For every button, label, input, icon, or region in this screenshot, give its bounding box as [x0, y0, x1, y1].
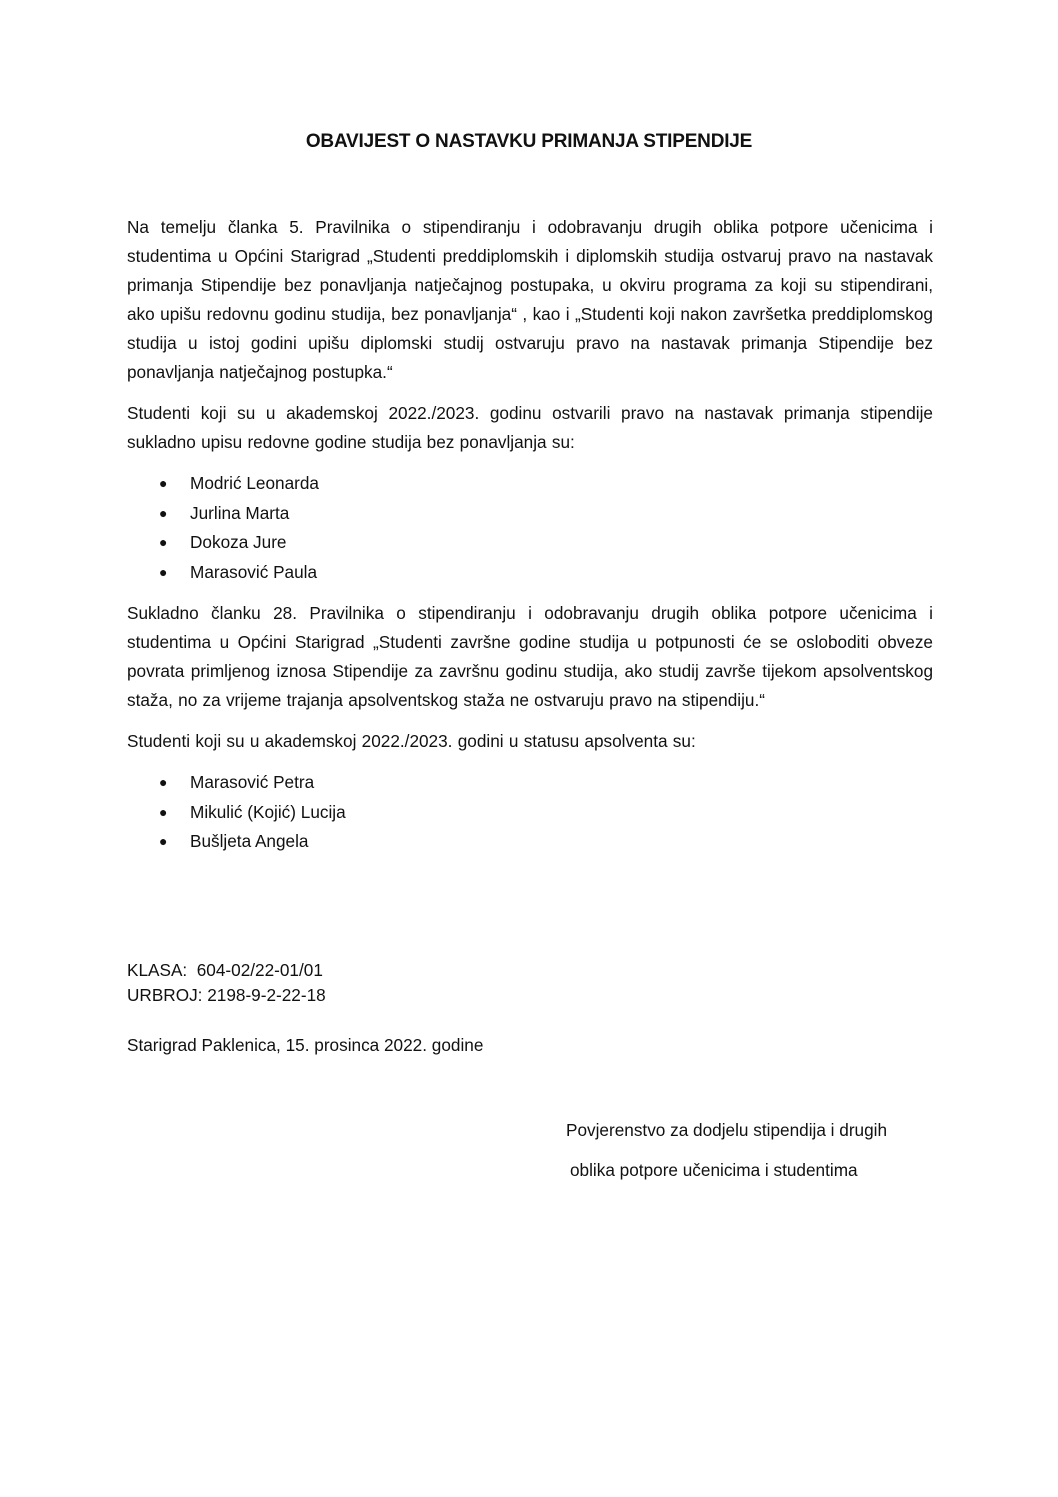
list-item — [127, 558, 933, 588]
student-name: Modrić Leonarda — [190, 473, 319, 493]
list-item — [127, 827, 933, 857]
bullet-icon: ● — [159, 563, 168, 580]
signature-line-1: Povjerenstvo za dodjelu stipendija i drugih — [566, 1120, 888, 1140]
paragraph-legal-basis: Na temelju članka 5. Pravilnika o stipendiranju i odobravanju drugih oblika potpore učenicima i studentima u Općini Starigrad „Studenti preddiplomskih i diplomskih studija ostvaruj pravo na nastavak primanja Stipendije bez ponavljanja natječajnog postupaka, u okviru programa za koji su stipendirani, ako upišu redovnu godinu studija, bez ponavljanja“ , kao i „Studenti koji nakon završetka preddiplomskog studija u istoj godini upišu diplomski studij ostvaruju pravo na nastavak primanja Stipendije bez ponavljanja natječajnog postupka.“ — [127, 217, 933, 382]
continuing-students-list — [127, 469, 933, 587]
student-name: Jurlina Marta — [190, 502, 290, 523]
bullet-icon: ● — [159, 833, 168, 849]
bullet-icon: ● — [159, 534, 168, 550]
urbroj-line: URBROJ: 2198-9-2-22-18 — [127, 985, 326, 1005]
student-name: Dokoza Jure — [190, 532, 287, 552]
reference-numbers — [127, 958, 326, 1008]
list-item — [127, 768, 933, 798]
student-name: Mikulić (Kojić) Lucija — [190, 801, 346, 822]
bullet-icon: ● — [159, 803, 168, 820]
list-item — [127, 798, 933, 828]
place-and-date: Starigrad Paklenica, 15. prosinca 2022. godine — [127, 1035, 484, 1055]
klasa-line: KLASA: 604-02/22-01/01 — [127, 960, 323, 980]
paragraph-final-year-rule: Sukladno članku 28. Pravilnika o stipendiranju i odobravanju drugih oblika potpore učenicima i studentima u Općini Starigrad „Studenti završne godine studija u potpunosti će se osloboditi obveze povrata primljenog iznosa Stipendije za završnu godinu studija, ako studij završe tijekom apsolventskog staža, no za vrijeme trajanja apsolventskog staža ne ostvaruju pravo na stipendiju.“ — [127, 603, 933, 710]
bullet-icon: ● — [159, 774, 168, 790]
bullet-icon: ● — [159, 504, 168, 521]
bullet-icon: ● — [159, 475, 168, 491]
student-name: Bušljeta Angela — [190, 831, 309, 851]
paragraph-absolvent-status: Studenti koji su u akademskoj 2022./2023. godini u statusu apsolventa su: — [127, 731, 696, 751]
paragraph-scholarship-continuation: Studenti koji su u akademskoj 2022./2023. godinu ostvarili pravo na nastavak primanja stipendije sukladno upisu redovne godine studija bez ponavljanja su: — [127, 403, 933, 452]
list-item — [127, 528, 933, 558]
student-name: Marasović Paula — [190, 561, 318, 582]
student-name: Marasović Petra — [190, 772, 315, 792]
list-item — [127, 499, 933, 529]
document-body — [127, 213, 933, 857]
document-title: OBAVIJEST O NASTAVKU PRIMANJA STIPENDIJE — [305, 131, 753, 152]
absolvent-students-list — [127, 768, 933, 857]
list-item — [127, 469, 933, 499]
signature-line-2: oblika potpore učenicima i studentima — [570, 1160, 858, 1180]
